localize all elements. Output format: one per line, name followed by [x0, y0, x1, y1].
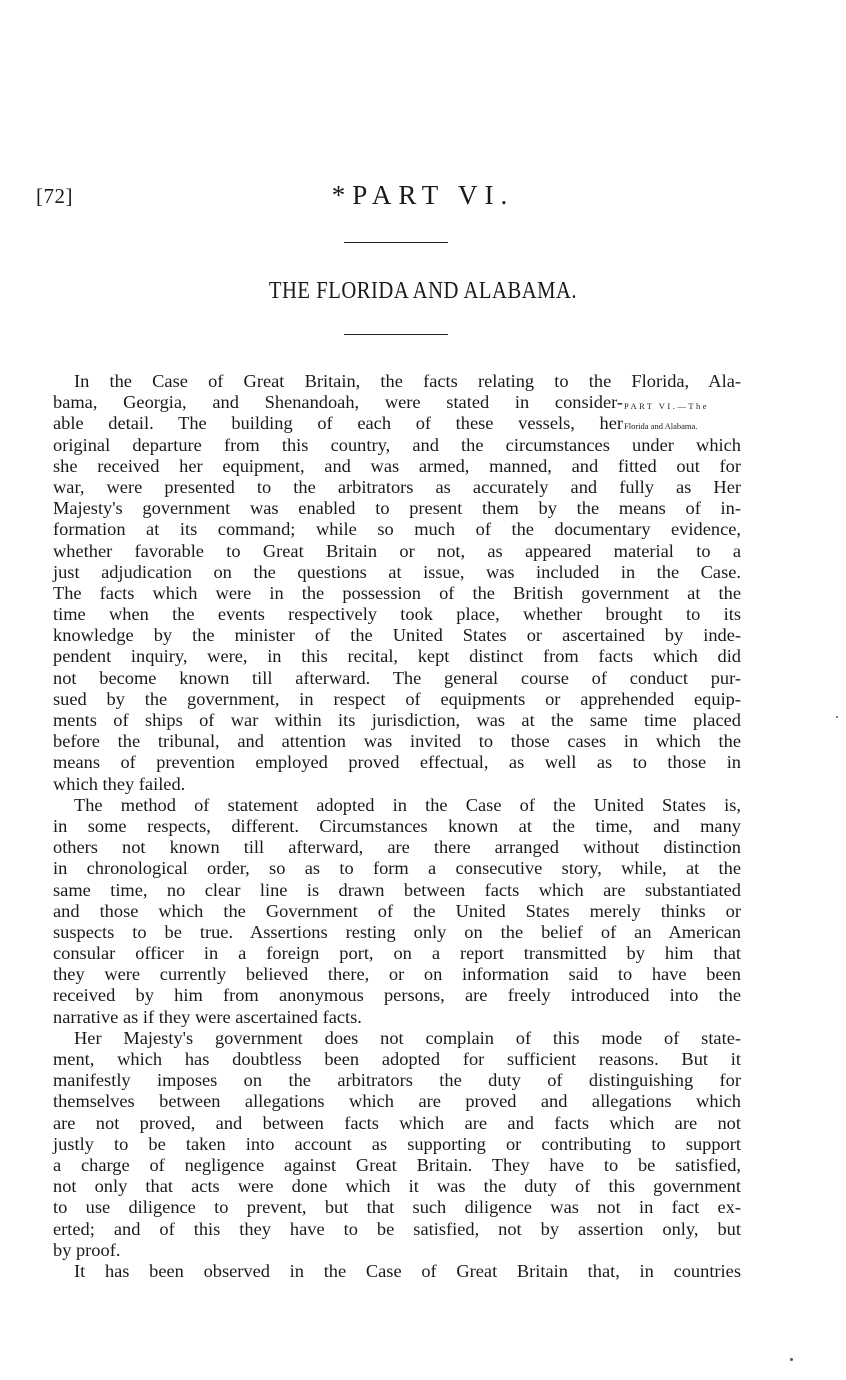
text-line: in chronological order, so as to form a consecutive story, while, at the [53, 858, 741, 879]
text-line: they were currently believed there, or on information said to have been [53, 964, 741, 985]
part-heading: *PART VI. [331, 180, 515, 210]
text-line: before the tribunal, and attention was invited to those cases in which the [53, 731, 741, 752]
text-line: whether favorable to Great Britain or not, as appeared material to a [53, 540, 741, 561]
text-line: time when the events respectively took place, whether brought to its [53, 604, 741, 625]
text-line: sued by the government, in respect of equipments or apprehended equip- [53, 688, 741, 709]
text-line: she received her equipment, and was armed, manned, and fitted out for [53, 455, 741, 476]
text-line: a charge of negligence against Great Britain. They have to be satisfied, [53, 1154, 741, 1175]
scan-speck [836, 716, 838, 718]
text-line: erted; and of this they have to be satisfied, not by assertion only, but [53, 1218, 741, 1239]
chapter-title: THE FLORIDA AND ALABAMA. [268, 278, 578, 304]
text-line: In the Case of Great Britain, the facts relating to the Florida, Ala- [74, 371, 741, 391]
text-line: not become known till afterward. The general course of conduct pur- [53, 667, 741, 688]
text-line: The method of statement adopted in the Case of the United States is, [74, 794, 741, 815]
text-line: justly to be taken into account as supporting or contributing to support [53, 1133, 741, 1154]
text-line: in some respects, different. Circumstances known at the time, and many [53, 815, 741, 836]
body-text [53, 371, 741, 1282]
text-line: Her Majesty's government does not complain of this mode of state- [74, 1027, 741, 1048]
text-line: others not known till afterward, are there arranged without distinction [53, 837, 741, 858]
text-line: ment, which has doubtless been adopted for sufficient reasons. But it [53, 1049, 741, 1069]
text-line: Majesty's government was enabled to present them by the means of in- [53, 498, 741, 519]
text-line: which they failed. [53, 773, 186, 794]
text-line: pendent inquiry, were, in this recital, kept distinct from facts which did [53, 646, 741, 667]
text-line: received by him from anonymous persons, are freely introduced into the [53, 985, 741, 1006]
text-line: able detail. The building of each of these vessels, her [53, 413, 623, 434]
margin-note-line: PART VI.—The [624, 401, 710, 411]
heading-rule-top [344, 242, 448, 243]
text-line: by proof. [53, 1239, 121, 1260]
text-line: not only that acts were done which it was the duty of this government [53, 1176, 741, 1197]
text-line: are not proved, and between facts which are and facts which are not [53, 1112, 741, 1133]
text-line: just adjudication on the questions at issue, was included in the Case. [53, 561, 741, 582]
text-line: knowledge by the minister of the United States or ascertained by inde- [53, 625, 741, 646]
text-line: ments of ships of war within its jurisdiction, was at the same time placed [53, 710, 741, 730]
text-line: same time, no clear line is drawn between facts which are substantiated [53, 879, 741, 900]
text-line: means of prevention employed proved effectual, as well as to those in [53, 752, 741, 773]
text-line: and those which the Government of the United States merely thinks or [53, 900, 741, 921]
text-line: bama, Georgia, and Shenandoah, were stated in consider- [53, 392, 623, 413]
text-line: The facts which were in the possession of the British government at the [53, 582, 741, 603]
text-line: consular officer in a foreign port, on a report transmitted by him that [53, 943, 741, 964]
scan-speck [790, 1358, 793, 1361]
text-line: It has been observed in the Case of Great Britain that, in countries [74, 1260, 741, 1281]
heading-rule-bottom [344, 334, 448, 335]
text-line: formation at its command; while so much of the documentary evidence, [53, 519, 741, 540]
text-line: war, were presented to the arbitrators as accurately and fully as Her [53, 476, 741, 497]
text-line: narrative as if they were ascertained facts. [53, 1006, 362, 1027]
text-line: to use diligence to prevent, but that such diligence was not in fact ex- [53, 1197, 741, 1218]
text-line: original departure from this country, and the circumstances under which [53, 434, 741, 455]
text-line: manifestly imposes on the arbitrators the duty of distinguishing for [53, 1070, 741, 1091]
page-number: [72] [36, 184, 73, 208]
margin-note-line: Florida and Alabama. [624, 421, 698, 431]
text-line: suspects to be true. Assertions resting only on the belief of an American [53, 921, 741, 942]
text-line: themselves between allegations which are proved and allegations which [53, 1091, 741, 1112]
